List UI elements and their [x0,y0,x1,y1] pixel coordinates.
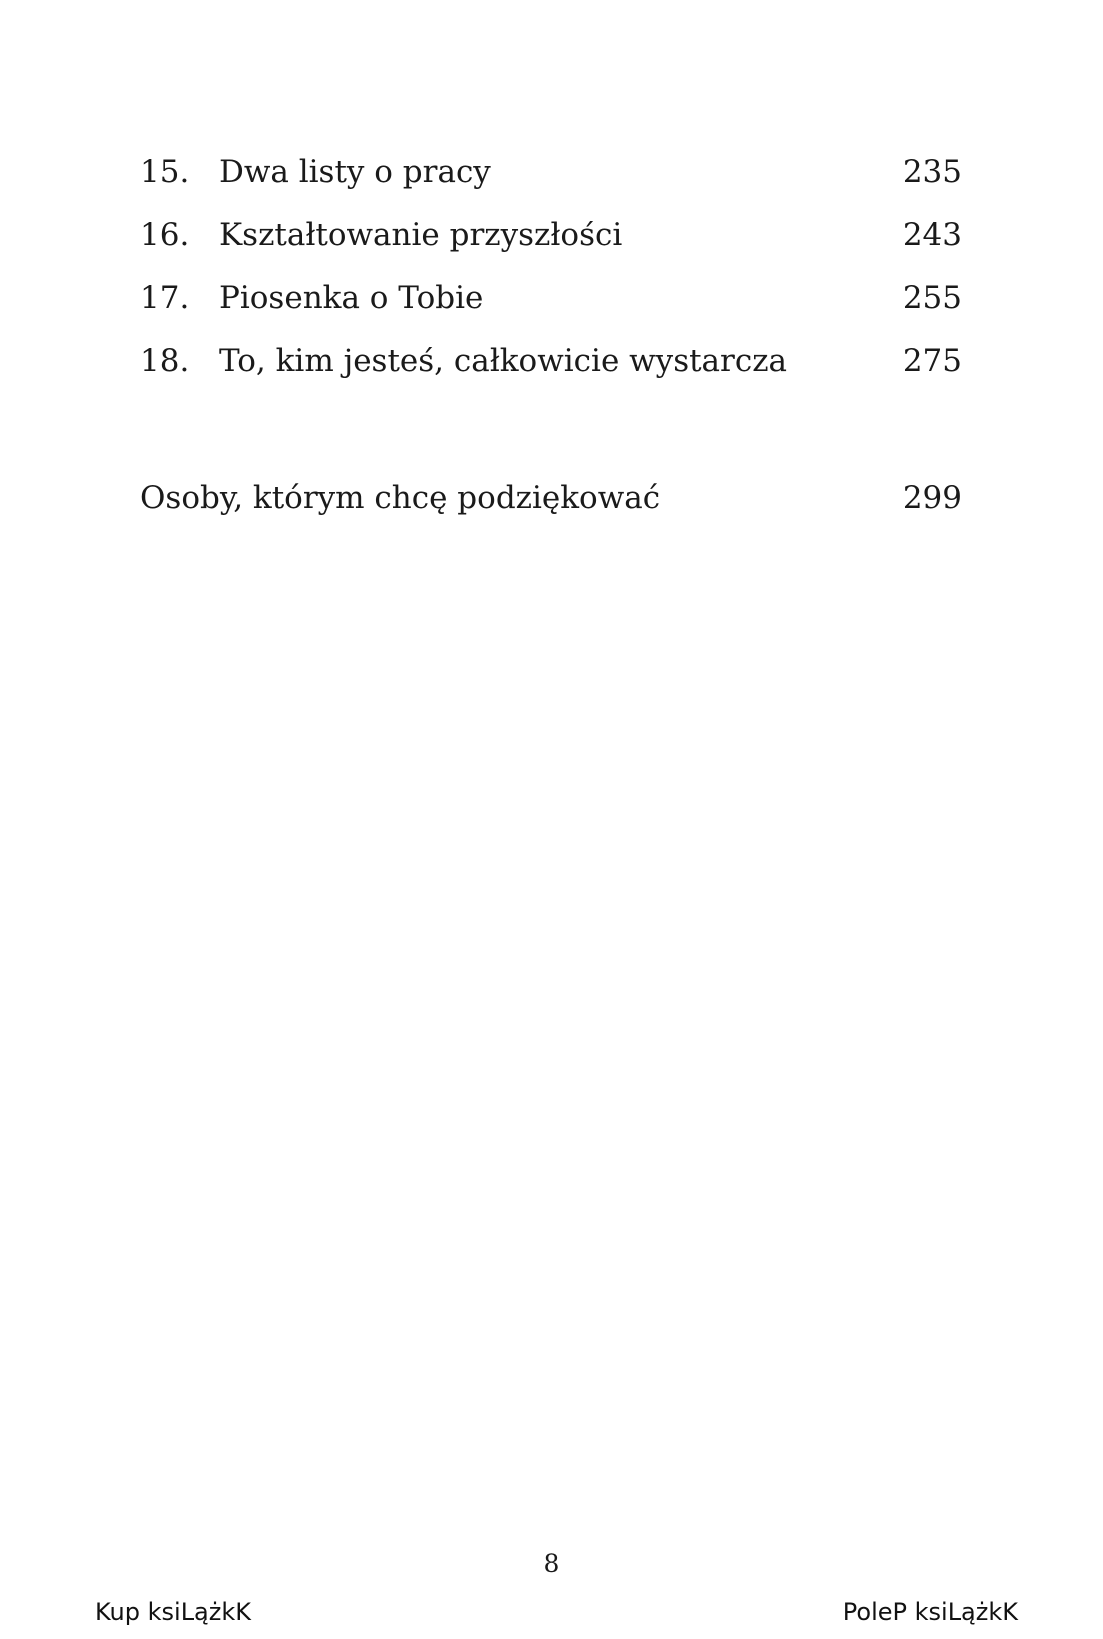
toc-entry-page: 235 [902,154,962,190]
buy-book-link[interactable]: Kup ksiLążkK [95,1598,251,1626]
toc-entry-title: To, kim jesteś, całkowicie wystarcza [219,343,788,379]
toc-entry-number: 18. [140,343,190,379]
toc-entry [140,215,962,278]
toc-entry-number: 16. [140,217,190,253]
toc-entry-number: 15. [140,154,190,190]
page-number: 8 [543,1549,560,1578]
toc-acknowledgements-entry [140,478,962,518]
toc-entry-title: Piosenka o Tobie [219,280,484,316]
toc-entry [140,341,962,404]
table-of-contents [140,152,962,404]
toc-entry-page: 243 [902,217,962,253]
toc-entry-number: 17. [140,280,190,316]
toc-entry [140,152,962,215]
toc-entry-title: Dwa listy o pracy [219,154,491,190]
acknowledgements-page: 299 [902,480,962,516]
toc-entry-page: 255 [902,280,962,316]
toc-entry [140,278,962,341]
recommend-book-link[interactable]: PoleP ksiLążkK [842,1598,1018,1626]
acknowledgements-title: Osoby, którym chcę podziękować [140,480,661,516]
toc-entry-page: 275 [902,343,962,379]
toc-entry-title: Kształtowanie przyszłości [219,217,623,253]
